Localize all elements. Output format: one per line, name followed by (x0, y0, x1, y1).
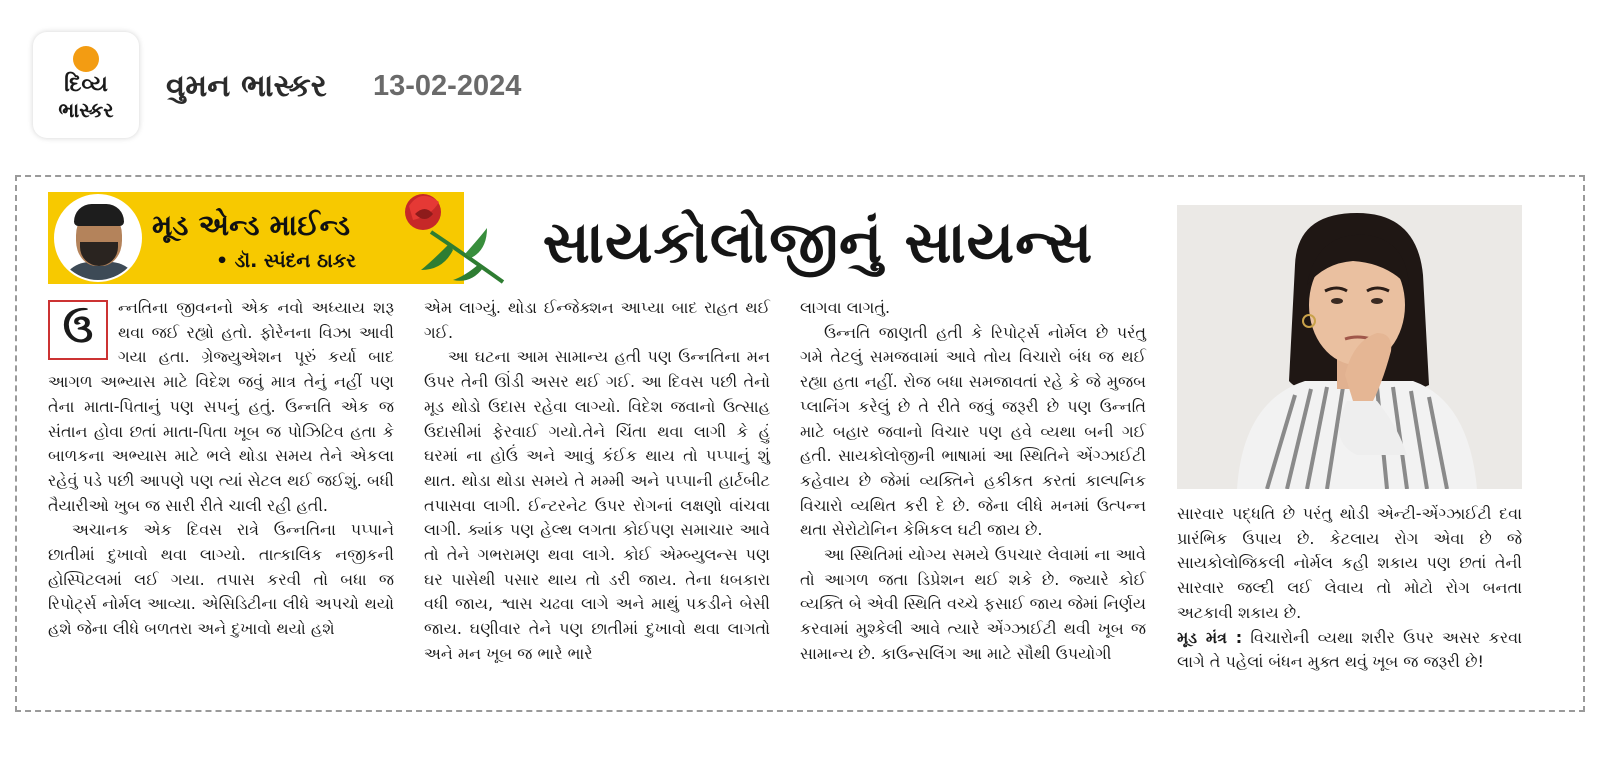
column-title: મૂડ એન્ડ માઈન્ડ (152, 208, 351, 242)
worried-woman-illustration (1177, 205, 1522, 489)
paragraph-5: લાગવા લાગતું. (800, 298, 891, 317)
paragraph-1: ન્નતિના જીવનનો એક નવો અધ્યાય શરૂ થવા જઈ રહ્યો હતો. ફોરેનના વિઝા આવી ગયા હતા. ગ્રેજ્યુએશન પૂરું કર્યા બાદ આગળ અભ્યાસ માટે વિદેશ જવું માત્ર તેનું નહીં પણ તેના માતા-પિતાનું પણ સપનું હતું. ઉન્નતિ એક જ સંતાન હોવા છતાં માતા-પિતા ખૂબ જ પોઝિટિવ હતા કે બાળકના અભ્યાસ માટે ભલે થોડા સમય તેને એકલા રહેવું પડે પછી આપણે પણ ત્યાં સેટલ થઈ જઈશું. બધી તૈયારીઓ ખુબ જ સારી રીતે ચાલી રહી હતી. (48, 298, 394, 515)
paragraph-4: આ ઘટના આમ સામાન્ય હતી પણ ઉન્નતિના મન ઉપર તેની ઊંડી અસર થઈ ગઈ. આ દિવસ પછી તેનો મૂડ થોડો ઉદાસ રહેવા લાગ્યો. વિદેશ જવાનો ઉત્સાહ ઉદાસીમાં ફેરવાઈ ગયો.તેને ચિંતા થવા લાગી કે હું ઘરમાં ના હોઉં અને આવું કંઈક થાય તો પપ્પાનું શું થાત. થોડા થોડા સમયે તે મમ્મી અને પપ્પાની હાર્ટબીટ તપાસવા લાગી. ઈન્ટરનેટ ઉપર રોગનાં લક્ષણો વાંચવા લાગી. ક્યાંક પણ હેલ્થ લગતા કોઈપણ સમાચાર આવે તો તેને ગભરામણ થવા લાગે. કોઈ એમ્બ્યુલન્સ પણ ઘર પાસેથી પસાર થાય તો ડરી જાય. તેના ધબકારા વધી જાય, શ્વાસ ચઢવા લાગે અને માથું પકડીને બેસી જાય. ઘણીવાર તેને પણ છાતીમાં દુખાવો થવા લાગતો અને મન ખૂબ જ ભારે ભારે (424, 347, 770, 663)
edition-date: 13-02-2024 (373, 70, 522, 102)
text-column-4 (1177, 502, 1522, 675)
mood-mantra-label: મૂડ મંત્ર : (1177, 627, 1243, 647)
paragraph-8: સારવાર પદ્ધતિ છે પરંતુ થોડી એન્ટી-એંગ્ઝાઈટી દવા પ્રારંભિક ઉપાય છે. કેટલાય રોગ એવા છે જે સાયકોલોજિકલી નોર્મલ કહી શકાય પણ છતાં તેની સારવાર જલ્દી લઈ લેવાય તો મોટો રોગ બનતા અટકાવી શકાય છે. (1177, 504, 1522, 622)
mood-mantra-text: વિચારોની વ્યથા શરીર ઉપર અસર કરવા લાગે તે પહેલાં બંધન મુક્ત થવું ખૂબ જ જરૂરી છે! (1177, 627, 1522, 672)
mood-mantra (1177, 626, 1522, 675)
text-column-3 (800, 296, 1146, 667)
sun-icon (73, 46, 99, 72)
logo-text-line2: ભાસ્કર (58, 98, 114, 122)
app-header (0, 0, 1600, 160)
paragraph-6: ઉન્નતિ જાણતી હતી કે રિપોર્ટ્સ નોર્મલ છે પરંતુ ગમે તેટલું સમજવામાં આવે તોય વિચારો બંધ જ થઈ રહ્યા હતા નહીં. રોજ બધા સમજાવતાં રહે કે જે મુજબ પ્લાનિંગ કરેલું છે તે રીતે જવું જરૂરી છે પણ ઉન્નતિ માટે બહાર જવાનો વિચાર પણ હવે વ્યથા બની ગઈ હતી. સાયકોલોજીની ભાષામાં આ સ્થિતિને એંગ્ઝાઈટી કહેવાય છે જેમાં વ્યક્તિને હકીકત કરતાં કાલ્પનિક વિચારો વ્યથિત કરી દે છે. જેના લીધે મનમાં ઉત્પન્ન થતા સેરોટોનિન કેમિકલ ઘટી જાય છે. (800, 322, 1146, 540)
paragraph-2: અચાનક એક દિવસ રાત્રે ઉન્નતિના પપ્પાને છાતીમાં દુખાવો થવા લાગ્યો. તાત્કાલિક નજીકની હોસ્પિટલમાં લઈ ગયા. તપાસ કરવી તો બધા જ રિપોર્ટ્સ નોર્મલ આવ્યા. એસિડિટીના લીધે અપચો થયો હશે જેના લીધે બળતરા અને દુખાવો થયો હશે (48, 520, 394, 639)
column-author: • ડૉ. સ્પંદન ઠાકર (216, 250, 357, 272)
paragraph-3: એમ લાગ્યું. થોડા ઈન્જેક્શન આપ્યા બાદ રાહત થઈ ગઈ. (424, 298, 770, 342)
column-banner (48, 192, 464, 284)
paragraph-7: આ સ્થિતિમાં યોગ્ય સમયે ઉપચાર લેવામાં ના આવે તો આગળ જતા ડિપ્રેશન થઈ શકે છે. જ્યારે કોઈ વ્યક્તિ બે એવી સ્થિતિ વચ્ચે ફસાઈ જાય જેમાં નિર્ણય કરવામાં મુશ્કેલી આવે ત્યારે એંગ્ઝાઈટી થવી ખૂબ જ સામાન્ય છે. કાઉન્સલિંગ આ માટે સૌથી ઉપયોગી (800, 545, 1146, 663)
divya-bhaskar-logo[interactable] (33, 32, 139, 138)
text-column-1 (48, 296, 394, 642)
article-headline: સાયકોલોજીનું સાયન્સ (542, 208, 1094, 276)
logo-text-line1: દિવ્ય (64, 72, 108, 97)
author-avatar (54, 194, 142, 282)
edition-title: વુમન ભાસ્કર (166, 68, 327, 104)
drop-cap: ઉ (48, 300, 108, 360)
text-column-2 (424, 296, 770, 667)
